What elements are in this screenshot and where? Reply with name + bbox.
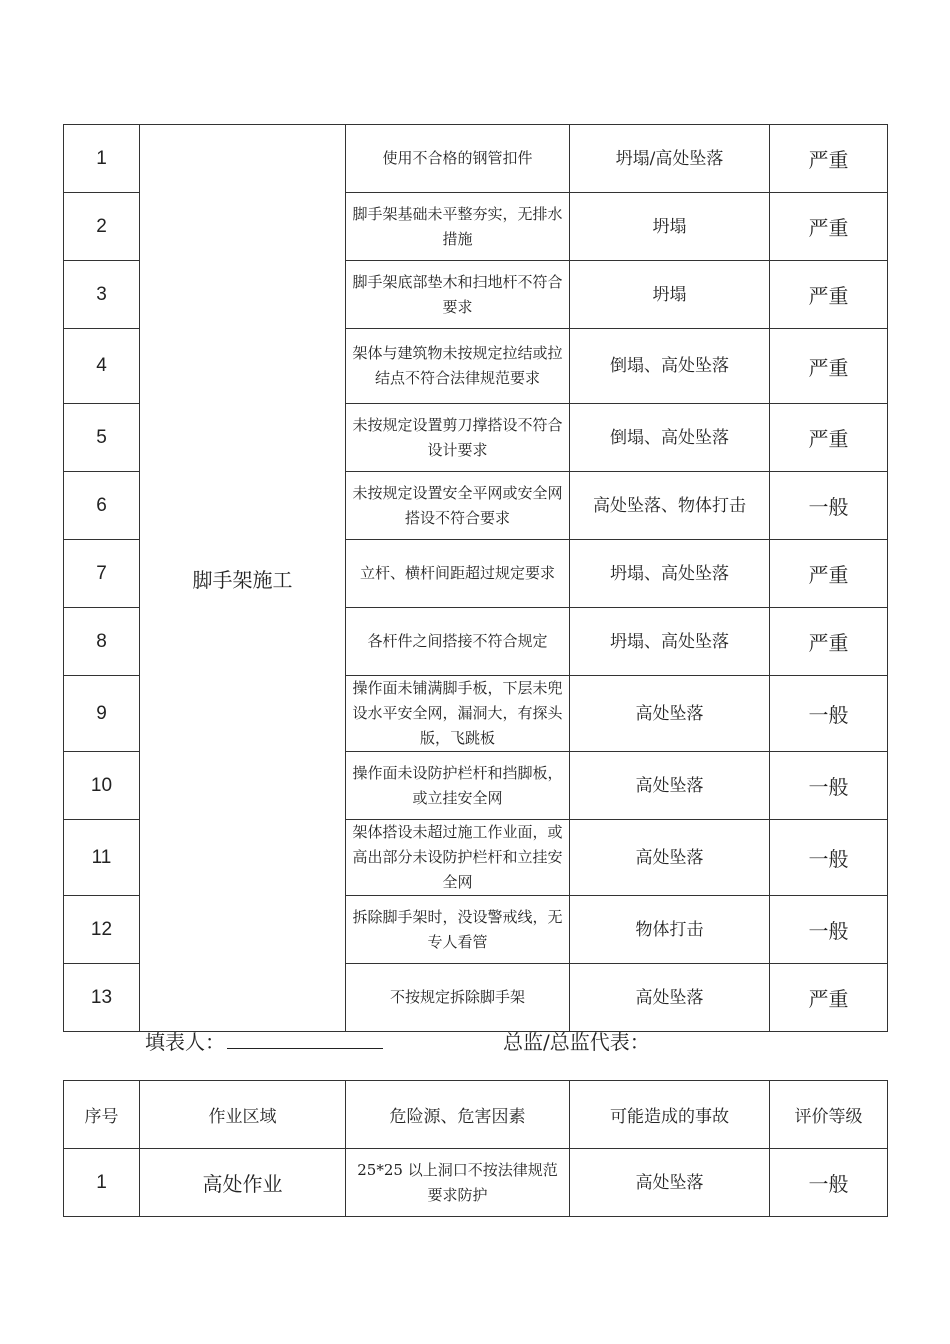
- header-num: 序号: [64, 1081, 140, 1149]
- hazard-cell: 不按规定拆除脚手架: [346, 964, 570, 1032]
- level-cell: 一般: [770, 472, 888, 540]
- table-row: [64, 1149, 888, 1217]
- row-number: 10: [64, 752, 140, 820]
- level-cell: 严重: [770, 261, 888, 329]
- row-number: 5: [64, 404, 140, 472]
- row-number: 3: [64, 261, 140, 329]
- hazard-cell: 立杆、横杆间距超过规定要求: [346, 540, 570, 608]
- row-number: 9: [64, 676, 140, 752]
- accident-cell: 坍塌: [570, 193, 770, 261]
- accident-cell: 坍塌、高处坠落: [570, 608, 770, 676]
- hazard-cell: 拆除脚手架时，没设警戒线，无专人看管: [346, 896, 570, 964]
- hazard-table-scaffolding: [63, 124, 888, 1032]
- hazard-cell: 脚手架底部垫木和扫地杆不符合要求: [346, 261, 570, 329]
- hazard-cell: 未按规定设置剪刀撑搭设不符合设计要求: [346, 404, 570, 472]
- header-area: 作业区域: [140, 1081, 346, 1149]
- level-cell: 严重: [770, 329, 888, 404]
- filler-signature: [145, 1028, 383, 1056]
- accident-cell: 高处坠落: [570, 964, 770, 1032]
- table-header-row: [64, 1081, 888, 1149]
- hazard-table-height-work: [63, 1080, 888, 1217]
- header-accident: 可能造成的事故: [570, 1081, 770, 1149]
- row-number: 13: [64, 964, 140, 1032]
- accident-cell: 物体打击: [570, 896, 770, 964]
- accident-cell: 高处坠落: [570, 752, 770, 820]
- level-cell: 严重: [770, 404, 888, 472]
- row-number: 8: [64, 608, 140, 676]
- level-cell: 一般: [770, 820, 888, 896]
- accident-cell: 坍塌: [570, 261, 770, 329]
- level-cell: 严重: [770, 964, 888, 1032]
- hazard-cell: 各杆件之间搭接不符合规定: [346, 608, 570, 676]
- header-level: 评价等级: [770, 1081, 888, 1149]
- filler-label: 填表人：: [145, 1030, 225, 1054]
- row-number: 6: [64, 472, 140, 540]
- hazard-cell: 架体搭设未超过施工作业面，或高出部分未设防护栏杆和立挂安全网: [346, 820, 570, 896]
- row-number: 12: [64, 896, 140, 964]
- row-number: 1: [64, 125, 140, 193]
- accident-cell: 坍塌/高处坠落: [570, 125, 770, 193]
- accident-cell: 高处坠落: [570, 820, 770, 896]
- signature-line: [227, 1030, 383, 1049]
- hazard-cell: 使用不合格的钢管扣件: [346, 125, 570, 193]
- level-cell: 一般: [770, 1149, 888, 1217]
- work-area-cell: 高处作业: [140, 1149, 346, 1217]
- level-cell: 严重: [770, 125, 888, 193]
- hazard-cell: 架体与建筑物未按规定拉结或拉结点不符合法律规范要求: [346, 329, 570, 404]
- supervisor-label: 总监/总监代表：: [503, 1030, 650, 1054]
- level-cell: 一般: [770, 676, 888, 752]
- accident-cell: 倒塌、高处坠落: [570, 329, 770, 404]
- hazard-cell: 25*25 以上洞口不按法律规范要求防护: [346, 1149, 570, 1217]
- row-number: 11: [64, 820, 140, 896]
- header-hazard: 危险源、危害因素: [346, 1081, 570, 1149]
- hazard-cell: 操作面未铺满脚手板，下层未兜设水平安全网，漏洞大，有探头版，飞跳板: [346, 676, 570, 752]
- hazard-cell: 操作面未设防护栏杆和挡脚板，或立挂安全网: [346, 752, 570, 820]
- level-cell: 严重: [770, 540, 888, 608]
- accident-cell: 高处坠落: [570, 1149, 770, 1217]
- row-number: 2: [64, 193, 140, 261]
- row-number: 7: [64, 540, 140, 608]
- work-area-cell: 脚手架施工: [140, 125, 346, 1032]
- row-number: 1: [64, 1149, 140, 1217]
- accident-cell: 高处坠落、物体打击: [570, 472, 770, 540]
- level-cell: 一般: [770, 752, 888, 820]
- accident-cell: 坍塌、高处坠落: [570, 540, 770, 608]
- table-row: [64, 125, 888, 193]
- level-cell: 一般: [770, 896, 888, 964]
- accident-cell: 高处坠落: [570, 676, 770, 752]
- hazard-cell: 脚手架基础未平整夯实，无排水措施: [346, 193, 570, 261]
- hazard-cell: 未按规定设置安全平网或安全网搭设不符合要求: [346, 472, 570, 540]
- level-cell: 严重: [770, 608, 888, 676]
- row-number: 4: [64, 329, 140, 404]
- level-cell: 严重: [770, 193, 888, 261]
- accident-cell: 倒塌、高处坠落: [570, 404, 770, 472]
